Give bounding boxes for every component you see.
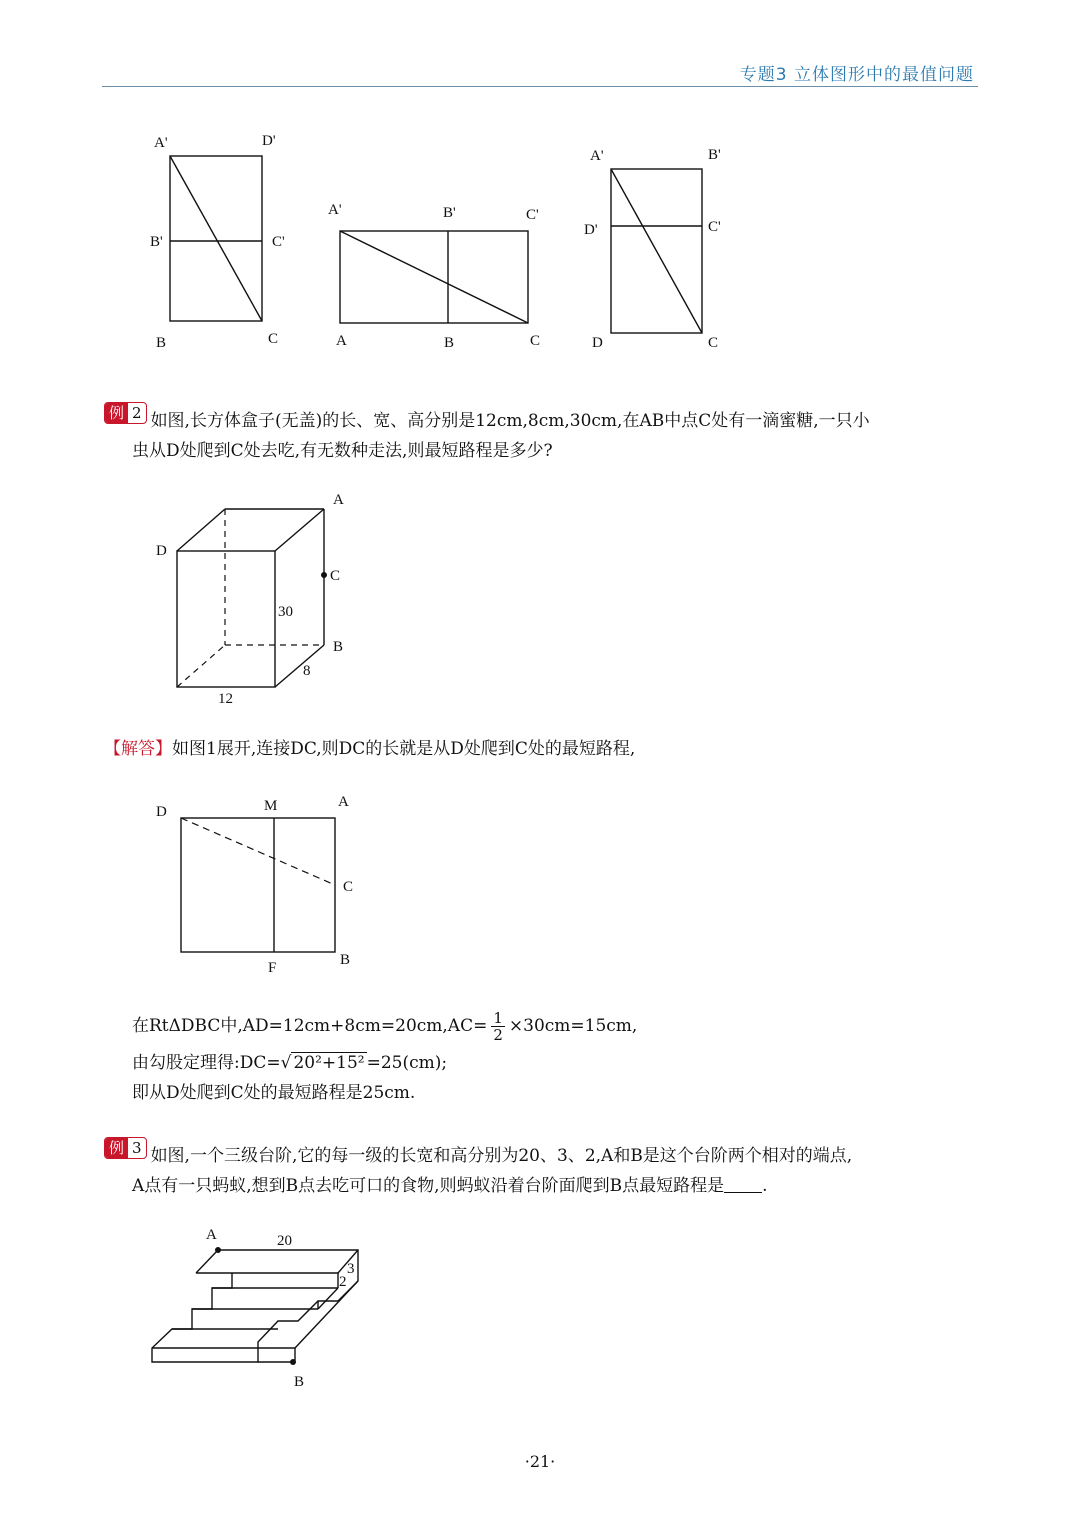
label: 12 <box>218 691 233 707</box>
label: B' <box>708 147 721 163</box>
label: B' <box>150 234 163 250</box>
label: D <box>156 543 167 559</box>
label: B <box>340 952 351 968</box>
unfold-solution-diagram <box>150 790 370 980</box>
label: 3 <box>347 1261 355 1277</box>
label: 20 <box>277 1233 292 1249</box>
radicand: 20²+15² <box>293 1053 365 1073</box>
example-2 <box>104 402 984 466</box>
label: B <box>333 639 344 655</box>
header-rule <box>102 86 978 87</box>
label: B' <box>443 205 456 221</box>
solution-line-3: 即从D处爬到C处的最短路程是25cm. <box>132 1083 416 1103</box>
label: C <box>268 331 279 347</box>
page-number: ·21· <box>524 1452 556 1471</box>
label: C <box>343 879 354 895</box>
label: D <box>156 804 167 820</box>
label: 8 <box>303 663 311 679</box>
label: A' <box>590 148 604 164</box>
label: A <box>206 1227 217 1243</box>
example-3-line2: A点有一只蚂蚁,想到B点去吃可口的食物,则蚂蚁沿着台阶面爬到B点最短路程是 <box>132 1176 725 1196</box>
unfold-diagram-right <box>580 140 740 360</box>
unfold-diagram-middle <box>320 195 560 360</box>
unfold-diagram-left <box>140 125 310 360</box>
label: A <box>333 492 344 508</box>
label: B <box>294 1374 305 1390</box>
label: A' <box>154 135 168 151</box>
example-badge: 例 3 <box>104 1137 147 1159</box>
stairs-diagram <box>140 1220 380 1395</box>
label: M <box>264 798 278 814</box>
label: B <box>156 335 167 351</box>
label: D' <box>584 222 598 238</box>
example-2-line1: 如图,长方体盒子(无盖)的长、宽、高分别是12cm,8cm,30cm,在AB中点C处有一滴蜜糖,一只小 <box>150 411 870 431</box>
label: A <box>336 333 347 349</box>
label: C' <box>708 219 721 235</box>
fraction-half: $\frac{1}{2}$ <box>493 1009 503 1044</box>
label: A' <box>328 202 342 218</box>
example-3: 例 3 如图,一个三级台阶,它的每一级的长宽和高分别为20、3、2,A和B是这个台阶两个相对的端点, A点有一只蚂蚁,想到B点去吃可口的食物,则蚂蚁沿着台阶面爬到B点最短路程是 . <box>104 1137 984 1201</box>
example-3-line1: 如图,一个三级台阶,它的每一级的长宽和高分别为20、3、2,A和B是这个台阶两个相对的端点, <box>150 1146 853 1166</box>
label: 2 <box>339 1274 347 1290</box>
label: B <box>444 335 455 351</box>
solution-intro <box>104 734 984 764</box>
solution-intro-text: 如图1展开,连接DC,则DC的长就是从D处爬到C处的最短路程, <box>172 739 636 759</box>
label: C' <box>272 234 285 250</box>
solution-line-1: 在RtΔDBC中,AD=12cm+8cm=20cm,AC= $\frac{1}{2}$ ×30cm=15cm, <box>132 1009 638 1044</box>
answer-blank <box>724 1174 762 1193</box>
label: F <box>268 960 277 976</box>
box-diagram <box>148 485 368 710</box>
solution-line-2: 由勾股定理得:DC=√ 20²+15² =25(cm); <box>132 1053 448 1073</box>
label: C' <box>526 207 539 223</box>
solution-label: 【解答】 <box>104 739 172 759</box>
label: C <box>530 333 541 349</box>
example-2-line2: 虫从D处爬到C处去吃,有无数种走法,则最短路程是多少? <box>132 441 553 461</box>
label: D <box>592 335 603 351</box>
label: D' <box>262 133 276 149</box>
label: 30 <box>278 604 293 620</box>
label: C <box>708 335 719 351</box>
example-badge: 例 2 <box>104 402 147 424</box>
label: C <box>330 568 341 584</box>
header-title: 专题3 立体图形中的最值问题 <box>739 65 974 85</box>
label: A <box>338 794 349 810</box>
